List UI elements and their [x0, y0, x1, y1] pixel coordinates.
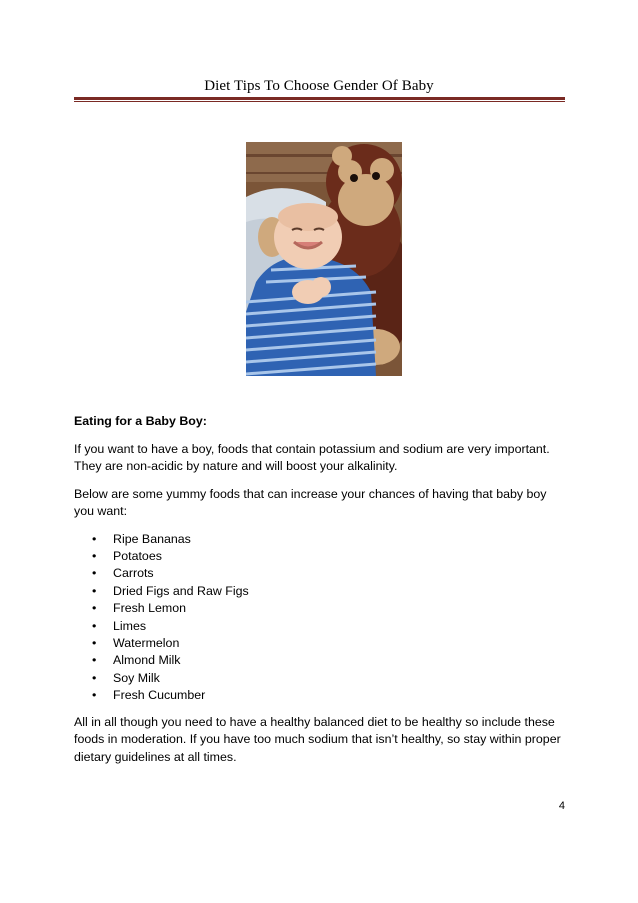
bullet-icon: • — [92, 583, 97, 598]
list-item: • Fresh Lemon — [74, 600, 564, 617]
list-item: • Ripe Bananas — [74, 531, 564, 548]
bullet-icon: • — [92, 635, 97, 650]
bullet-icon: • — [92, 548, 97, 563]
header-rule-thin — [74, 101, 565, 102]
list-item: • Dried Figs and Raw Figs — [74, 583, 564, 600]
list-item: • Watermelon — [74, 635, 564, 652]
baby-photo — [246, 142, 402, 376]
page-number: 4 — [558, 800, 565, 812]
list-item: • Fresh Cucumber — [74, 687, 564, 704]
closing-paragraph: All in all though you need to have a healthy balanced diet to be healthy so include these foods in moderation. If you have too much sodium that isn’t healthy, so stay within proper dietary guidelines at all times. — [74, 714, 561, 764]
bullet-icon: • — [92, 670, 97, 685]
header-rule — [74, 97, 565, 100]
list-item: • Soy Milk — [74, 670, 564, 687]
article-body — [74, 413, 564, 776]
bullet-icon: • — [92, 688, 97, 703]
section-heading: Eating for a Baby Boy: — [74, 414, 207, 428]
bullet-icon: • — [92, 618, 97, 633]
page-title: Diet Tips To Choose Gender Of Baby — [204, 78, 434, 94]
bullet-icon: • — [92, 601, 97, 616]
bullet-icon: • — [92, 531, 97, 546]
list-item: • Carrots — [74, 565, 564, 582]
intro-paragraph: If you want to have a boy, foods that contain potassium and sodium are very important. They are non-acidic by nature and will boost your alkalinity. — [74, 441, 550, 473]
list-item: • Almond Milk — [74, 652, 564, 669]
list-item: • Limes — [74, 618, 564, 635]
lead-in-paragraph: Below are some yummy foods that can increase your chances of having that baby boy you want: — [74, 486, 547, 518]
bullet-icon: • — [92, 653, 97, 668]
food-list — [74, 531, 564, 705]
list-item: • Potatoes — [74, 548, 564, 565]
bullet-icon: • — [92, 566, 97, 581]
